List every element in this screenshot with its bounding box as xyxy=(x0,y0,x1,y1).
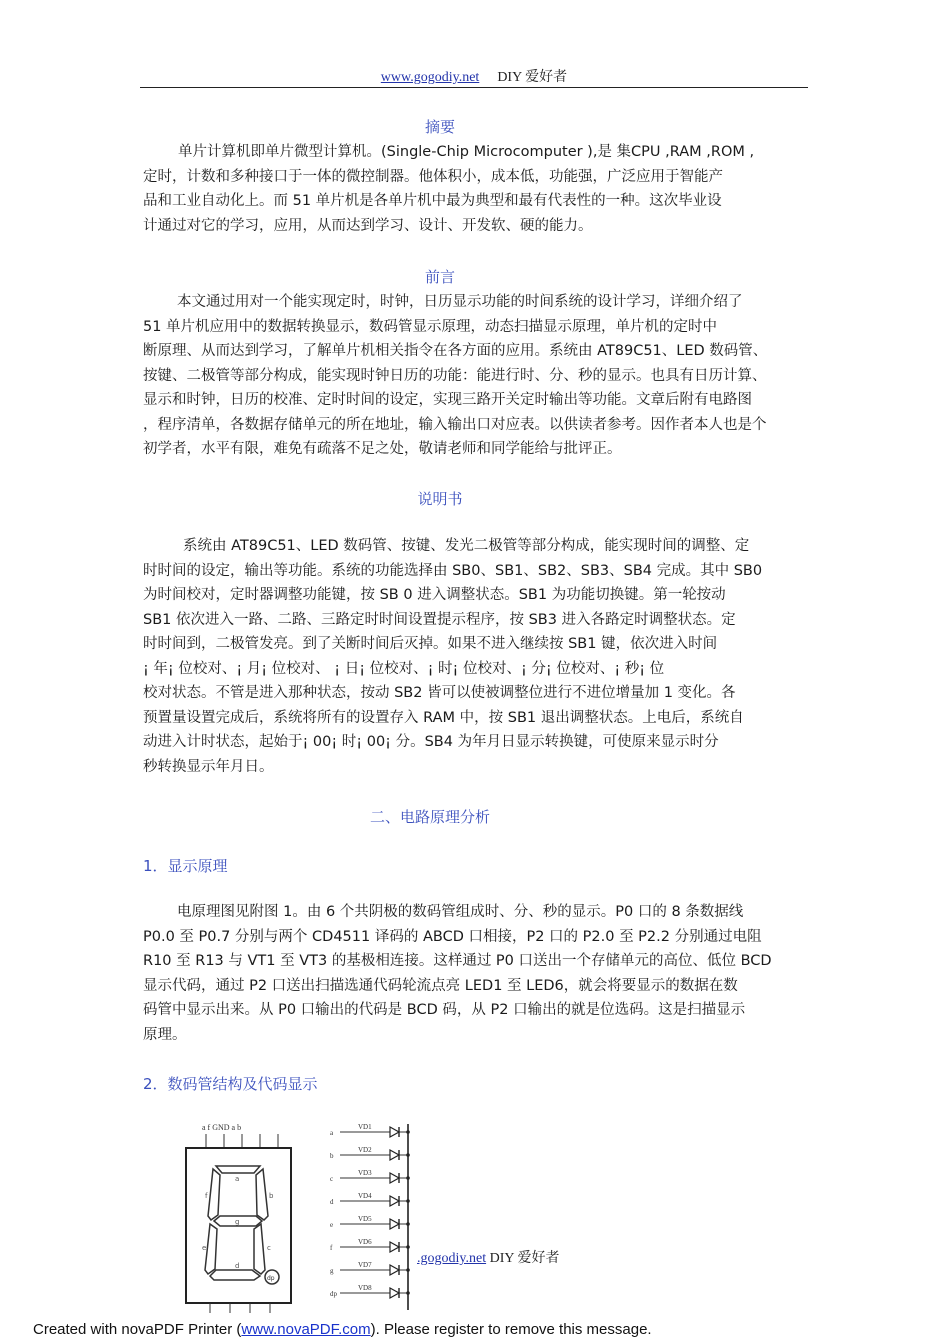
display-principle-line: P0.0 至 P0.7 分别与两个 CD4511 译码的 ABCD 口相接，P2 口的 P2.0 至 P2.2 分别通过电阻 xyxy=(143,928,762,945)
manual-line: 时时间的设定，输出等功能。系统的功能选择由 SB0、SB1、SB2、SB3、SB4 完成。其中 SB0 xyxy=(143,562,763,579)
banner-suffix: ). Please register to remove this message. xyxy=(370,1321,652,1338)
display-principle-paragraph xyxy=(143,900,813,1047)
manual-line: ¡ 年¡ 位校对、¡ 月¡ 位校对、 ¡ 日¡ 位校对、¡ 时¡ 位校对、¡ 分¡ 位校对、¡ 秒¡ 位 xyxy=(143,660,665,677)
segment-label: g xyxy=(235,1218,240,1226)
diode-label: VD3 xyxy=(358,1169,372,1177)
abstract-line: 单片计算机即单片微型计算机。(Single-Chip Microcomputer ),是 集CPU ,RAM ,ROM , xyxy=(178,144,755,160)
abstract-line: 品和工业自动化上。而 51 单片机是各单片机中最为典型和最有代表性的一种。这次毕业设 xyxy=(143,193,722,209)
diode-label: VD1 xyxy=(358,1123,372,1131)
seven-segment-package xyxy=(186,1123,291,1313)
inline-footer xyxy=(417,1247,559,1267)
circuit-title: 二、电路原理分析 xyxy=(369,808,490,826)
segment-label: c xyxy=(267,1244,271,1252)
segment-label: f xyxy=(205,1192,208,1200)
diode-row xyxy=(330,1261,410,1275)
header-rule xyxy=(140,87,808,88)
preface-line: 本文通过用对一个能实现定时，时钟，日历显示功能的时间系统的设计学习，详细介绍了 xyxy=(177,294,743,310)
seven-segment-figure xyxy=(180,1118,430,1313)
abstract-paragraph xyxy=(143,140,813,238)
manual-line: 动进入计时状态，起始于¡ 00¡ 时¡ 00¡ 分。SB4 为年月日显示转换键，可使原来显示时分 xyxy=(143,734,719,750)
abstract-line: 计通过对它的学习，应用，从而达到学习、设计、开发软、硬的能力。 xyxy=(143,217,593,234)
diode-symbol xyxy=(390,1173,399,1183)
diode-label: VD5 xyxy=(358,1215,372,1223)
banner-prefix: Created with novaPDF Printer ( xyxy=(33,1321,242,1338)
manual-line: 预置量设置完成后，系统将所有的设置存入 RAM 中，按 SB1 退出调整状态。上电后，系统自 xyxy=(143,709,744,726)
manual-paragraph xyxy=(143,534,813,779)
display-principle-line: R10 至 R13 与 VT1 至 VT3 的基极相连接。这样通过 P0 口送出一个存储单元的高位、低位 BCD xyxy=(143,953,772,969)
abstract-line: 定时，计数和多种接口于一体的微控制器。他体积小，成本低，功能强，广泛应用于智能产 xyxy=(143,168,723,185)
diode-label: VD8 xyxy=(358,1284,372,1292)
header-site-name: DIY 爱好者 xyxy=(497,70,568,85)
manual-line: 校对状态。不管是进入那种状态，按动 SB2 皆可以使被调整位进行不进位增量加 1 变化。各 xyxy=(143,685,736,701)
diode-pin-label: c xyxy=(330,1175,334,1183)
diode-symbol xyxy=(390,1265,399,1275)
segment-b xyxy=(256,1169,268,1220)
manual-line: 秒转换显示年月日。 xyxy=(143,758,274,775)
preface-line: ，程序清单，各数据存储单元的所在地址，输入输出口对应表。以供读者参考。因作者本人也是个 xyxy=(143,416,767,433)
diode-pin-label: d xyxy=(330,1198,334,1206)
diode-network xyxy=(330,1123,410,1310)
diode-row xyxy=(330,1284,410,1298)
diode-pin-label: e xyxy=(330,1221,334,1229)
diode-pin-label: f xyxy=(330,1244,333,1252)
diode-row xyxy=(330,1169,410,1183)
abstract-title: 摘要 xyxy=(424,118,455,136)
diode-row xyxy=(330,1123,410,1137)
diode-row xyxy=(330,1238,410,1252)
segment-f xyxy=(208,1169,220,1220)
preface-line: 51 单片机应用中的数据转换显示，数码管显示原理，动态扫描显示原理，单片机的定时中 xyxy=(143,318,718,335)
manual-line: 为时间校对，定时器调整功能键，按 SB 0 进入调整状态。SB1 为功能切换键。第一轮按动 xyxy=(143,587,726,603)
manual-line: 系统由 AT89C51、LED 数码管、按键、发光二极管等部分构成，能实现时间的调整、定 xyxy=(183,538,750,554)
segment-d xyxy=(210,1270,260,1280)
diode-symbol xyxy=(390,1127,399,1137)
manual-title: 说明书 xyxy=(417,490,463,508)
diode-row xyxy=(330,1215,410,1229)
display-principle-line: 电原理图见附图 1。由 6 个共阴极的数码管组成时、分、秒的显示。P0 口的 8 条数据线 xyxy=(177,904,744,920)
novapdf-banner xyxy=(33,1321,652,1338)
segment-label: a xyxy=(235,1175,240,1183)
segment-label: b xyxy=(269,1192,274,1200)
diode-rows xyxy=(330,1123,410,1298)
diode-row xyxy=(330,1146,410,1160)
diode-label: VD6 xyxy=(358,1238,372,1246)
preface-line: 初学者，水平有限，难免有疏落不足之处，敬请老师和同学能给与批评正。 xyxy=(143,441,622,457)
dp-label: dp xyxy=(267,1275,275,1282)
preface-line: 按键、二极管等部分构成，能实现时钟日历的功能：能进行时、分、秒的显示。也具有日历计算、 xyxy=(143,367,767,384)
diode-pin-label: dp xyxy=(330,1290,337,1298)
preface-paragraph xyxy=(143,290,813,462)
display-principle-title: 1．显示原理 xyxy=(143,857,228,875)
segment-c xyxy=(254,1224,265,1274)
top-pin-labels: a f GND a b xyxy=(202,1123,242,1132)
novapdf-link[interactable]: www.novaPDF.com xyxy=(241,1321,371,1338)
diode-row xyxy=(330,1192,410,1206)
header-link[interactable]: www.gogodiy.net xyxy=(380,70,480,85)
segment-label: e xyxy=(202,1244,207,1252)
display-principle-line: 原理。 xyxy=(143,1026,187,1043)
manual-line: SB1 依次进入一路、二路、三路定时时间设置提示程序，按 SB3 进入各路定时调整状态。定 xyxy=(143,611,736,628)
preface-line: 断原理、从而达到学习，了解单片机相关指令在各方面的应用。系统由 AT89C51、LED 数码管、 xyxy=(143,343,768,359)
inline-footer-site-name: DIY 爱好者 xyxy=(489,1251,560,1266)
diode-label: VD2 xyxy=(358,1146,372,1154)
diode-symbol xyxy=(390,1242,399,1252)
diode-pin-label: b xyxy=(330,1152,334,1160)
segment-e xyxy=(205,1224,217,1274)
manual-line: 时时间到，二极管发亮。到了关断时间后灭掉。如果不进入继续按 SB1 键，依次进入时间 xyxy=(143,636,718,652)
segment-a xyxy=(216,1166,260,1173)
segment-label: d xyxy=(235,1262,240,1270)
diode-pin-label: g xyxy=(330,1267,334,1275)
diode-pin-label: a xyxy=(330,1129,334,1137)
page-header xyxy=(140,66,808,86)
diode-symbol xyxy=(390,1150,399,1160)
diode-label: VD4 xyxy=(358,1192,372,1200)
preface-title: 前言 xyxy=(424,268,455,286)
diode-label: VD7 xyxy=(358,1261,372,1269)
diode-symbol xyxy=(390,1288,399,1298)
diode-symbol xyxy=(390,1196,399,1206)
display-principle-line: 显示代码，通过 P2 口送出扫描选通代码轮流点亮 LED1 至 LED6，就会将要显示的数据在数 xyxy=(143,977,738,994)
segment-structure-title: 2．数码管结构及代码显示 xyxy=(143,1075,318,1093)
display-principle-line: 码管中显示出来。从 P0 口输出的代码是 BCD 码，从 P2 口输出的就是位选码。这是扫描显示 xyxy=(143,1002,746,1018)
diode-symbol xyxy=(390,1219,399,1229)
preface-line: 显示和时钟，日历的校准、定时时间的设定，实现三路开关定时输出等功能。文章后附有电路图 xyxy=(143,392,752,408)
inline-footer-link[interactable]: .gogodiy.net xyxy=(417,1251,487,1266)
